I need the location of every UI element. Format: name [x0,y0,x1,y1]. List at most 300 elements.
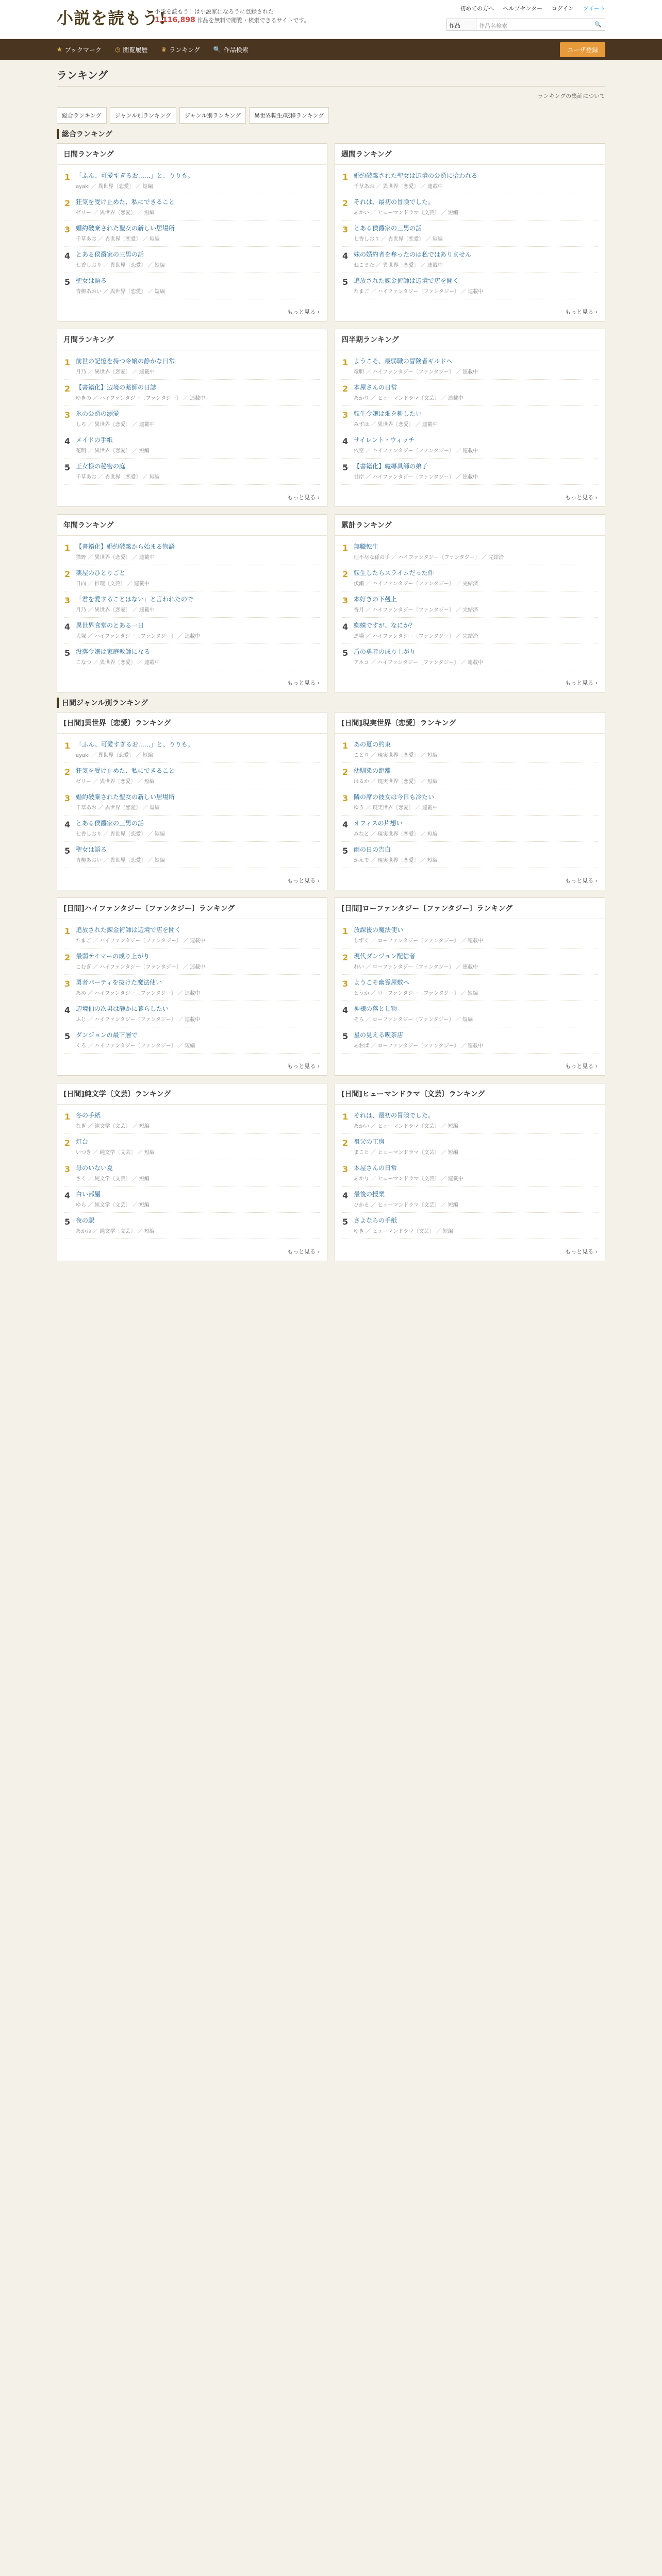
novel-title-link[interactable]: 本屋さんの日常 [354,384,398,391]
more-link[interactable]: もっと見る › [565,680,598,686]
ranking-item [64,406,320,432]
rank-number: 5 [342,846,349,856]
ranking-item [64,1160,320,1187]
novel-meta: ゆら ／ 純文学〔文芸〕 ／ 短編 [76,1202,150,1208]
rank-text [354,621,598,639]
main-nav [0,39,662,60]
novel-meta: ayaki ／ 異世界〔恋愛〕 ／ 短編 [76,184,153,190]
more-link[interactable]: もっと見る › [287,309,320,315]
novel-meta: さく ／ 純文学〔文芸〕 ／ 短編 [76,1176,150,1182]
nav-history[interactable] [115,45,148,54]
novel-meta: 七香しおり ／ 異世界〔恋愛〕 ／ 短編 [354,236,443,242]
ranking-box-title: 累計ランキング [335,515,605,536]
rank-text [354,1111,598,1129]
ranking-item [64,1001,320,1027]
ranking-box [57,143,327,321]
rank-text [76,277,320,295]
novel-title-link[interactable]: さよならの手紙 [354,1217,398,1224]
novel-title-link[interactable]: 辺境伯の次男は静かに暮らしたい [76,1005,169,1012]
rank-text [354,436,598,454]
nav-ranking[interactable] [161,45,200,54]
rank-text [354,952,598,970]
novel-title-link[interactable]: 本屋さんの日常 [354,1164,398,1172]
more-link[interactable]: もっと見る › [565,1248,598,1255]
rank-text [354,462,598,480]
ranking-item [64,565,320,591]
ranking-item [64,1187,320,1213]
novel-title-link[interactable]: 本好きの下剋上 [354,596,398,603]
rank-number: 4 [64,622,71,632]
novel-title-link[interactable]: 【書籍化】辺境の薬師の日誌 [76,384,157,391]
novel-meta: ひかる ／ ヒューマンドラマ〔文芸〕 ／ 短編 [354,1202,458,1208]
novel-title-link[interactable]: とある侯爵家の三男の話 [76,251,144,258]
nav-label: ランキング [169,46,200,54]
novel-title-link[interactable]: 「君を愛することはない」と言われたので [76,596,194,603]
novel-meta: 日向 ／ 推理〔文芸〕 ／ 連載中 [76,581,150,587]
rank-number: 5 [64,1217,71,1227]
ranking-item [64,948,320,975]
novel-meta: 香月 ／ ハイファンタジー〔ファンタジー〕 ／ 完結済 [354,607,478,613]
rank-text [76,1111,320,1129]
ranking-item [342,1160,598,1187]
rank-text [76,740,320,758]
ranking-item [342,380,598,406]
site-logo[interactable]: 小説を読もう! [57,8,167,28]
rank-number: 3 [342,793,349,803]
search-icon[interactable]: 🔍 [594,21,602,28]
ranking-item [342,565,598,591]
novel-meta: こむぎ ／ ハイファンタジー〔ファンタジー〕 ／ 連載中 [76,964,206,970]
rank-text [76,357,320,375]
rank-number: 2 [64,384,71,394]
search-input[interactable] [476,19,605,31]
rank-text [354,1164,598,1182]
novel-meta: ゆう ／ 現実世界〔恋愛〕 ／ 連載中 [354,805,438,811]
novel-title-link[interactable]: 婚約破棄された聖女の新しい居場所 [76,225,175,232]
ranking-list [335,734,605,871]
novel-title-link[interactable]: ダンジョンの最下層で [76,1031,138,1039]
novel-title-link[interactable]: あの夏の約束 [354,741,391,748]
novel-meta: ゆき ／ ヒューマンドラマ〔文芸〕 ／ 短編 [354,1229,453,1234]
rank-text [76,198,320,216]
ranking-item [64,380,320,406]
rank-text [76,462,320,480]
rank-number: 2 [64,767,71,777]
tab-genre[interactable]: ジャンル別ランキング [110,107,176,124]
ranking-list [57,1105,327,1242]
novel-title-link[interactable]: 「ふん、可愛すぎるお……」と、りりも。 [76,172,194,179]
rank-number: 1 [64,358,71,367]
rank-number: 2 [342,767,349,777]
novel-meta: 青柳あおい ／ 異世界〔恋愛〕 ／ 短編 [76,289,165,295]
rank-text [76,569,320,587]
rank-number: 5 [64,277,71,287]
rank-number: 2 [342,198,349,208]
novel-title-link[interactable]: 蜘蛛ですが、なにか？ [354,622,416,629]
novel-title-link[interactable]: 最後の授業 [354,1191,385,1198]
ranking-list [57,350,327,488]
ranking-box-title: [日間]現実世界〔恋愛〕ランキング [335,713,605,734]
group-title: 日間ジャンル別ランキング [57,698,605,708]
ranking-item [342,168,598,194]
rank-text [76,436,320,454]
tab-overall[interactable]: 総合ランキング [57,107,107,124]
novel-title-link[interactable]: とある侯爵家の三男の話 [76,820,144,827]
rank-number: 2 [342,384,349,394]
header-link-help[interactable]: ヘルプセンター [503,5,543,12]
nav-label: 作品検索 [223,46,249,54]
ranking-item [64,539,320,565]
ranking-box [57,897,327,1076]
ranking-item [342,1187,598,1213]
novel-meta: あかい ／ ヒューマンドラマ〔文芸〕 ／ 短編 [354,210,458,216]
novel-meta: 千草あお ／ 異世界〔恋愛〕 ／ 短編 [76,474,160,480]
novel-title-link[interactable]: 異世界食堂のとある一日 [76,622,144,629]
ranking-box [335,897,605,1076]
novel-title-link[interactable]: それは、最初の冒険でした。 [354,198,435,206]
rank-number: 5 [64,648,71,658]
novel-title-link[interactable]: 盾の勇者の成り上がり [354,648,416,655]
novel-title-link[interactable]: 神様の落とし物 [354,1005,398,1012]
ranking-item [64,1108,320,1134]
header-search [446,19,605,31]
rank-text [354,383,598,401]
ranking-item [342,221,598,247]
novel-title-link[interactable]: 白い部屋 [76,1191,101,1198]
rank-text [76,1190,320,1208]
novel-title-link[interactable]: 祖父の工房 [354,1138,385,1145]
novel-meta: 青柳あおい ／ 異世界〔恋愛〕 ／ 短編 [76,858,165,863]
rank-text [76,250,320,268]
ranking-list [335,165,605,302]
rank-number: 2 [64,198,71,208]
novel-title-link[interactable]: 婚約破棄された聖女は辺境の公爵に拾われる [354,172,478,179]
rank-text [76,819,320,837]
rank-text [354,1138,598,1156]
more-link[interactable]: もっと見る › [565,309,598,315]
novel-meta: はるか ／ 現実世界〔恋愛〕 ／ 短編 [354,779,438,785]
ranking-box-title: 月間ランキング [57,329,327,350]
ranking-item [342,618,598,644]
rank-number: 3 [64,596,71,605]
novel-meta: ayaki ／ 異世界〔恋愛〕 ／ 短編 [76,753,153,758]
ranking-item [64,737,320,763]
rank-text [354,543,598,561]
ranking-item [342,459,598,485]
more-link[interactable]: もっと見る › [565,494,598,501]
novel-title-link[interactable]: 最弱テイマーの成り上がり [76,953,150,960]
novel-meta: ことり ／ 現実世界〔恋愛〕 ／ 短編 [354,753,438,758]
ranking-item [342,432,598,459]
ranking-item [342,1027,598,1054]
rank-number: 2 [64,1138,71,1148]
novel-meta: 依空 ／ ハイファンタジー〔ファンタジー〕 ／ 連載中 [354,448,478,454]
ranking-item [64,591,320,618]
ranking-list [335,350,605,488]
ranking-item [64,273,320,299]
novel-meta: 馬場 ／ ハイファンタジー〔ファンタジー〕 ／ 完結済 [354,634,478,639]
user-register-button[interactable]: ユーザ登録 [560,42,605,57]
more-link[interactable]: もっと見る › [287,680,320,686]
header-links [453,4,605,12]
ranking-item [64,1134,320,1160]
novel-meta: アネコ ／ ハイファンタジー〔ファンタジー〕 ／ 連載中 [354,660,483,666]
rank-text [354,1031,598,1049]
novel-meta: たまご ／ ハイファンタジー〔ファンタジー〕 ／ 連載中 [76,938,206,944]
novel-meta: まこと ／ ヒューマンドラマ〔文芸〕 ／ 短編 [354,1150,458,1156]
novel-title-link[interactable]: とある侯爵家の三男の話 [354,225,422,232]
rank-text [354,1005,598,1023]
ranking-list [57,919,327,1057]
novel-meta: 理不尽な孫の手 ／ ハイファンタジー〔ファンタジー〕 ／ 完結済 [354,555,504,561]
novel-title-link[interactable]: 雨の日の告白 [354,846,391,853]
twitter-button[interactable]: ツイート [583,5,605,12]
novel-meta: あかい ／ ヒューマンドラマ〔文芸〕 ／ 短編 [354,1124,458,1129]
novel-title-link[interactable]: オフィスの片想い [354,820,403,827]
ranking-item [342,1001,598,1027]
novel-title-link[interactable]: 幼馴染の距離 [354,767,391,774]
rank-number: 3 [342,1164,349,1174]
rank-text [76,172,320,190]
ranking-box [57,514,327,692]
novel-meta: みなと ／ 現実世界〔恋愛〕 ／ 短編 [354,832,438,837]
novel-title-link[interactable]: 狂気を受け止めた、私にできること [76,767,175,774]
ranking-item [64,353,320,380]
rank-number: 5 [64,1031,71,1041]
rank-text [76,1138,320,1156]
rank-number: 2 [64,953,71,962]
ranking-help-link[interactable]: ランキングの集計について [537,93,605,99]
novel-title-link[interactable]: メイドの手紙 [76,436,113,444]
rank-text [76,845,320,863]
novel-meta: 千草あお ／ 異世界〔恋愛〕 ／ 短編 [76,236,160,242]
rank-text [354,250,598,268]
ranking-item [64,816,320,842]
novel-meta: とうか ／ ローファンタジー〔ファンタジー〕 ／ 短編 [354,991,478,996]
novel-meta: あかり ／ ヒューマンドラマ〔文芸〕 ／ 連載中 [354,1176,464,1182]
ranking-item [64,194,320,221]
novel-title-link[interactable]: 薬屋のひとりごと [76,569,126,577]
ranking-item [64,1213,320,1239]
novel-title-link[interactable]: 母のいない夏 [76,1164,113,1172]
rank-number: 4 [342,820,349,829]
ranking-item [64,789,320,816]
more-link[interactable]: もっと見る › [565,877,598,884]
novel-meta: 七香しおり ／ 異世界〔恋愛〕 ／ 短編 [76,263,165,268]
nav-label: 閲覧履歴 [123,46,148,54]
novel-title-link[interactable]: 「ふん、可愛すぎるお……」と、りりも。 [76,741,194,748]
site-tagline [155,7,412,25]
novel-title-link[interactable]: 前世の記憶を持つ令嬢の静かな日常 [76,358,175,365]
rank-number: 3 [64,225,71,234]
novel-title-link[interactable]: 没落令嬢は家庭教師になる [76,648,151,655]
novel-meta: そら ／ ローファンタジー〔ファンタジー〕 ／ 短編 [354,1017,473,1023]
novel-title-link[interactable]: 追放された錬金術師は辺境で店を開く [354,277,459,284]
ranking-box-title: 週間ランキング [335,144,605,165]
more-link[interactable]: もっと見る › [287,877,320,884]
rank-number: 4 [342,1005,349,1015]
novel-meta: 花明 ／ 異世界〔恋愛〕 ／ 短編 [76,448,150,454]
rank-text [76,595,320,613]
novel-title-link[interactable]: 追放された錬金術師は辺境で店を開く [76,926,181,934]
ranking-item [64,618,320,644]
rank-number: 4 [342,1191,349,1200]
rank-number: 3 [342,410,349,420]
rank-number: 1 [64,543,71,553]
ranking-grid [57,143,605,692]
novel-title-link[interactable]: 【書籍化】婚約破棄から始まる物語 [76,543,175,550]
novel-meta: いつき ／ 純文学〔文芸〕 ／ 短編 [76,1150,155,1156]
more-link[interactable]: もっと見る › [287,494,320,501]
rank-number: 2 [342,953,349,962]
rank-number: 3 [64,410,71,420]
ranking-group [57,698,605,1261]
novel-meta: かえで ／ 現実世界〔恋愛〕 ／ 短編 [354,858,438,863]
novel-title-link[interactable]: 灯台 [76,1138,89,1145]
ranking-grid [57,712,605,1261]
novel-title-link[interactable]: 妹の婚約者を奪ったのは私ではありません [354,251,472,258]
ranking-item [342,1134,598,1160]
novel-meta: あおば ／ ローファンタジー〔ファンタジー〕 ／ 連載中 [354,1043,484,1049]
novel-title-link[interactable]: 王女様の秘密の庭 [76,463,126,470]
rank-text [354,224,598,242]
tagline-text: 小説を読もう！は小説家になろうに登録された [155,8,274,15]
novel-meta: 千草あお ／ 異世界〔恋愛〕 ／ 連載中 [354,184,443,190]
page-title: ランキング [57,67,605,87]
novel-title-link[interactable]: 放課後の魔法使い [354,926,404,934]
novel-meta: 伏瀬 ／ ハイファンタジー〔ファンタジー〕 ／ 完結済 [354,581,478,587]
ranking-box [57,329,327,507]
rank-number: 4 [342,436,349,446]
novel-title-link[interactable]: 隣の席の彼女は今日も冷たい [354,793,435,801]
ranking-item [342,247,598,273]
novel-title-link[interactable]: 無職転生 [354,543,379,550]
rank-number: 4 [342,622,349,632]
ranking-item [342,763,598,789]
rank-number: 5 [64,463,71,472]
ranking-list [335,919,605,1057]
novel-title-link[interactable]: 聖女は語る [76,846,107,853]
novel-title-link[interactable]: 現代ダンジョン配信者 [354,953,416,960]
novel-title-link[interactable]: 氷の公爵の溺愛 [76,410,120,417]
novel-title-link[interactable]: 転生令嬢は畑を耕したい [354,410,422,417]
ranking-item [64,842,320,868]
ranking-item [64,644,320,670]
rank-number: 4 [64,820,71,829]
novel-meta: しろ ／ 異世界〔恋愛〕 ／ 連載中 [76,422,155,428]
novel-title-link[interactable]: 星の見える喫茶店 [354,1031,404,1039]
novel-title-link[interactable]: 婚約破棄された聖女の新しい居場所 [76,793,175,801]
novel-title-link[interactable]: 転生したらスライムだった件 [354,569,434,577]
novel-meta: あかね ／ 純文学〔文芸〕 ／ 短編 [76,1229,155,1234]
ranking-tabs [57,107,605,124]
rank-text [354,172,598,190]
header-link-guide[interactable]: 初めての方へ [460,5,494,12]
ranking-item [342,539,598,565]
rank-number: 1 [64,172,71,182]
nav-search[interactable] [213,45,249,54]
rank-text [76,383,320,401]
ranking-box [57,712,327,890]
more-link[interactable]: もっと見る › [287,1248,320,1255]
nav-label: ブックマーク [64,46,102,54]
rank-text [76,952,320,970]
ranking-item [342,842,598,868]
group-title: 総合ランキング [57,129,605,139]
more-link[interactable]: もっと見る › [565,1063,598,1070]
more-link[interactable]: もっと見る › [287,1063,320,1070]
rank-number: 2 [342,569,349,579]
novel-title-link[interactable]: サイレント・ウィッチ [354,436,415,444]
ranking-box [335,329,605,507]
ranking-box [335,1083,605,1261]
novel-meta: こなつ ／ 異世界〔恋愛〕 ／ 連載中 [76,660,160,666]
ranking-group [57,129,605,692]
rank-number: 1 [64,741,71,751]
rank-text [76,410,320,428]
rank-number: 4 [64,1191,71,1200]
novel-title-link[interactable]: 勇者パーティを抜けた魔法使い [76,979,162,986]
tab-isekai[interactable]: 異世界転生/転移ランキング [249,107,329,124]
tab-genre-2[interactable]: ジャンル別ランキング [179,107,246,124]
novel-meta: たまご ／ ハイファンタジー〔ファンタジー〕 ／ 連載中 [354,289,484,295]
rank-number: 3 [342,596,349,605]
novel-title-link[interactable]: 【書籍化】魔導具師の弟子 [354,463,428,470]
rank-text [76,224,320,242]
novel-title-link[interactable]: ようこそ、最弱職の冒険者ギルドへ [354,358,453,365]
rank-number: 4 [64,436,71,446]
header-link-login[interactable]: ログイン [551,5,574,12]
rank-text [354,819,598,837]
novel-meta: 猫野 ／ 異世界〔恋愛〕 ／ 連載中 [76,555,155,561]
rank-text [76,1031,320,1049]
rank-number: 1 [342,741,349,751]
search-type-select[interactable]: 作品 [446,19,476,31]
novel-count: 1,116,898 [155,16,195,24]
novel-meta: 月乃 ／ 異世界〔恋愛〕 ／ 連載中 [76,607,155,613]
novel-title-link[interactable]: 夜の駅 [76,1217,95,1224]
ranking-item [64,975,320,1001]
novel-title-link[interactable]: ようこそ幽霊屋敷へ [354,979,410,986]
rank-text [354,357,598,375]
rank-text [354,648,598,666]
novel-meta: れい ／ ローファンタジー〔ファンタジー〕 ／ 連載中 [354,964,478,970]
ranking-list [57,165,327,302]
novel-title-link[interactable]: 冬の手紙 [76,1112,101,1119]
ranking-box-title: [日間]純文学〔文芸〕ランキング [57,1083,327,1105]
novel-meta: 竜胆 ／ ハイファンタジー〔ファンタジー〕 ／ 連載中 [354,369,478,375]
novel-title-link[interactable]: 聖女は語る [76,277,107,284]
rank-text [76,621,320,639]
rank-number: 5 [342,648,349,658]
ranking-list [57,734,327,871]
ranking-item [342,1213,598,1239]
rank-text [354,410,598,428]
history-icon: ◷ [114,46,121,53]
ranking-box [335,712,605,890]
novel-meta: 七香しおり ／ 異世界〔恋愛〕 ／ 短編 [76,832,165,837]
novel-meta: ねこまた ／ 異世界〔恋愛〕 ／ 連載中 [354,263,443,268]
rank-text [354,793,598,811]
novel-title-link[interactable]: 狂気を受け止めた、私にできること [76,198,175,206]
ranking-box-title: [日間]ハイファンタジー〔ファンタジー〕ランキング [57,898,327,919]
ranking-box-title: 年間ランキング [57,515,327,536]
rank-text [354,978,598,996]
nav-bookmark[interactable] [57,45,102,54]
novel-meta: 千草あお ／ 異世界〔恋愛〕 ／ 短編 [76,805,160,811]
novel-title-link[interactable]: それは、最初の冒険でした。 [354,1112,435,1119]
rank-number: 5 [64,846,71,856]
